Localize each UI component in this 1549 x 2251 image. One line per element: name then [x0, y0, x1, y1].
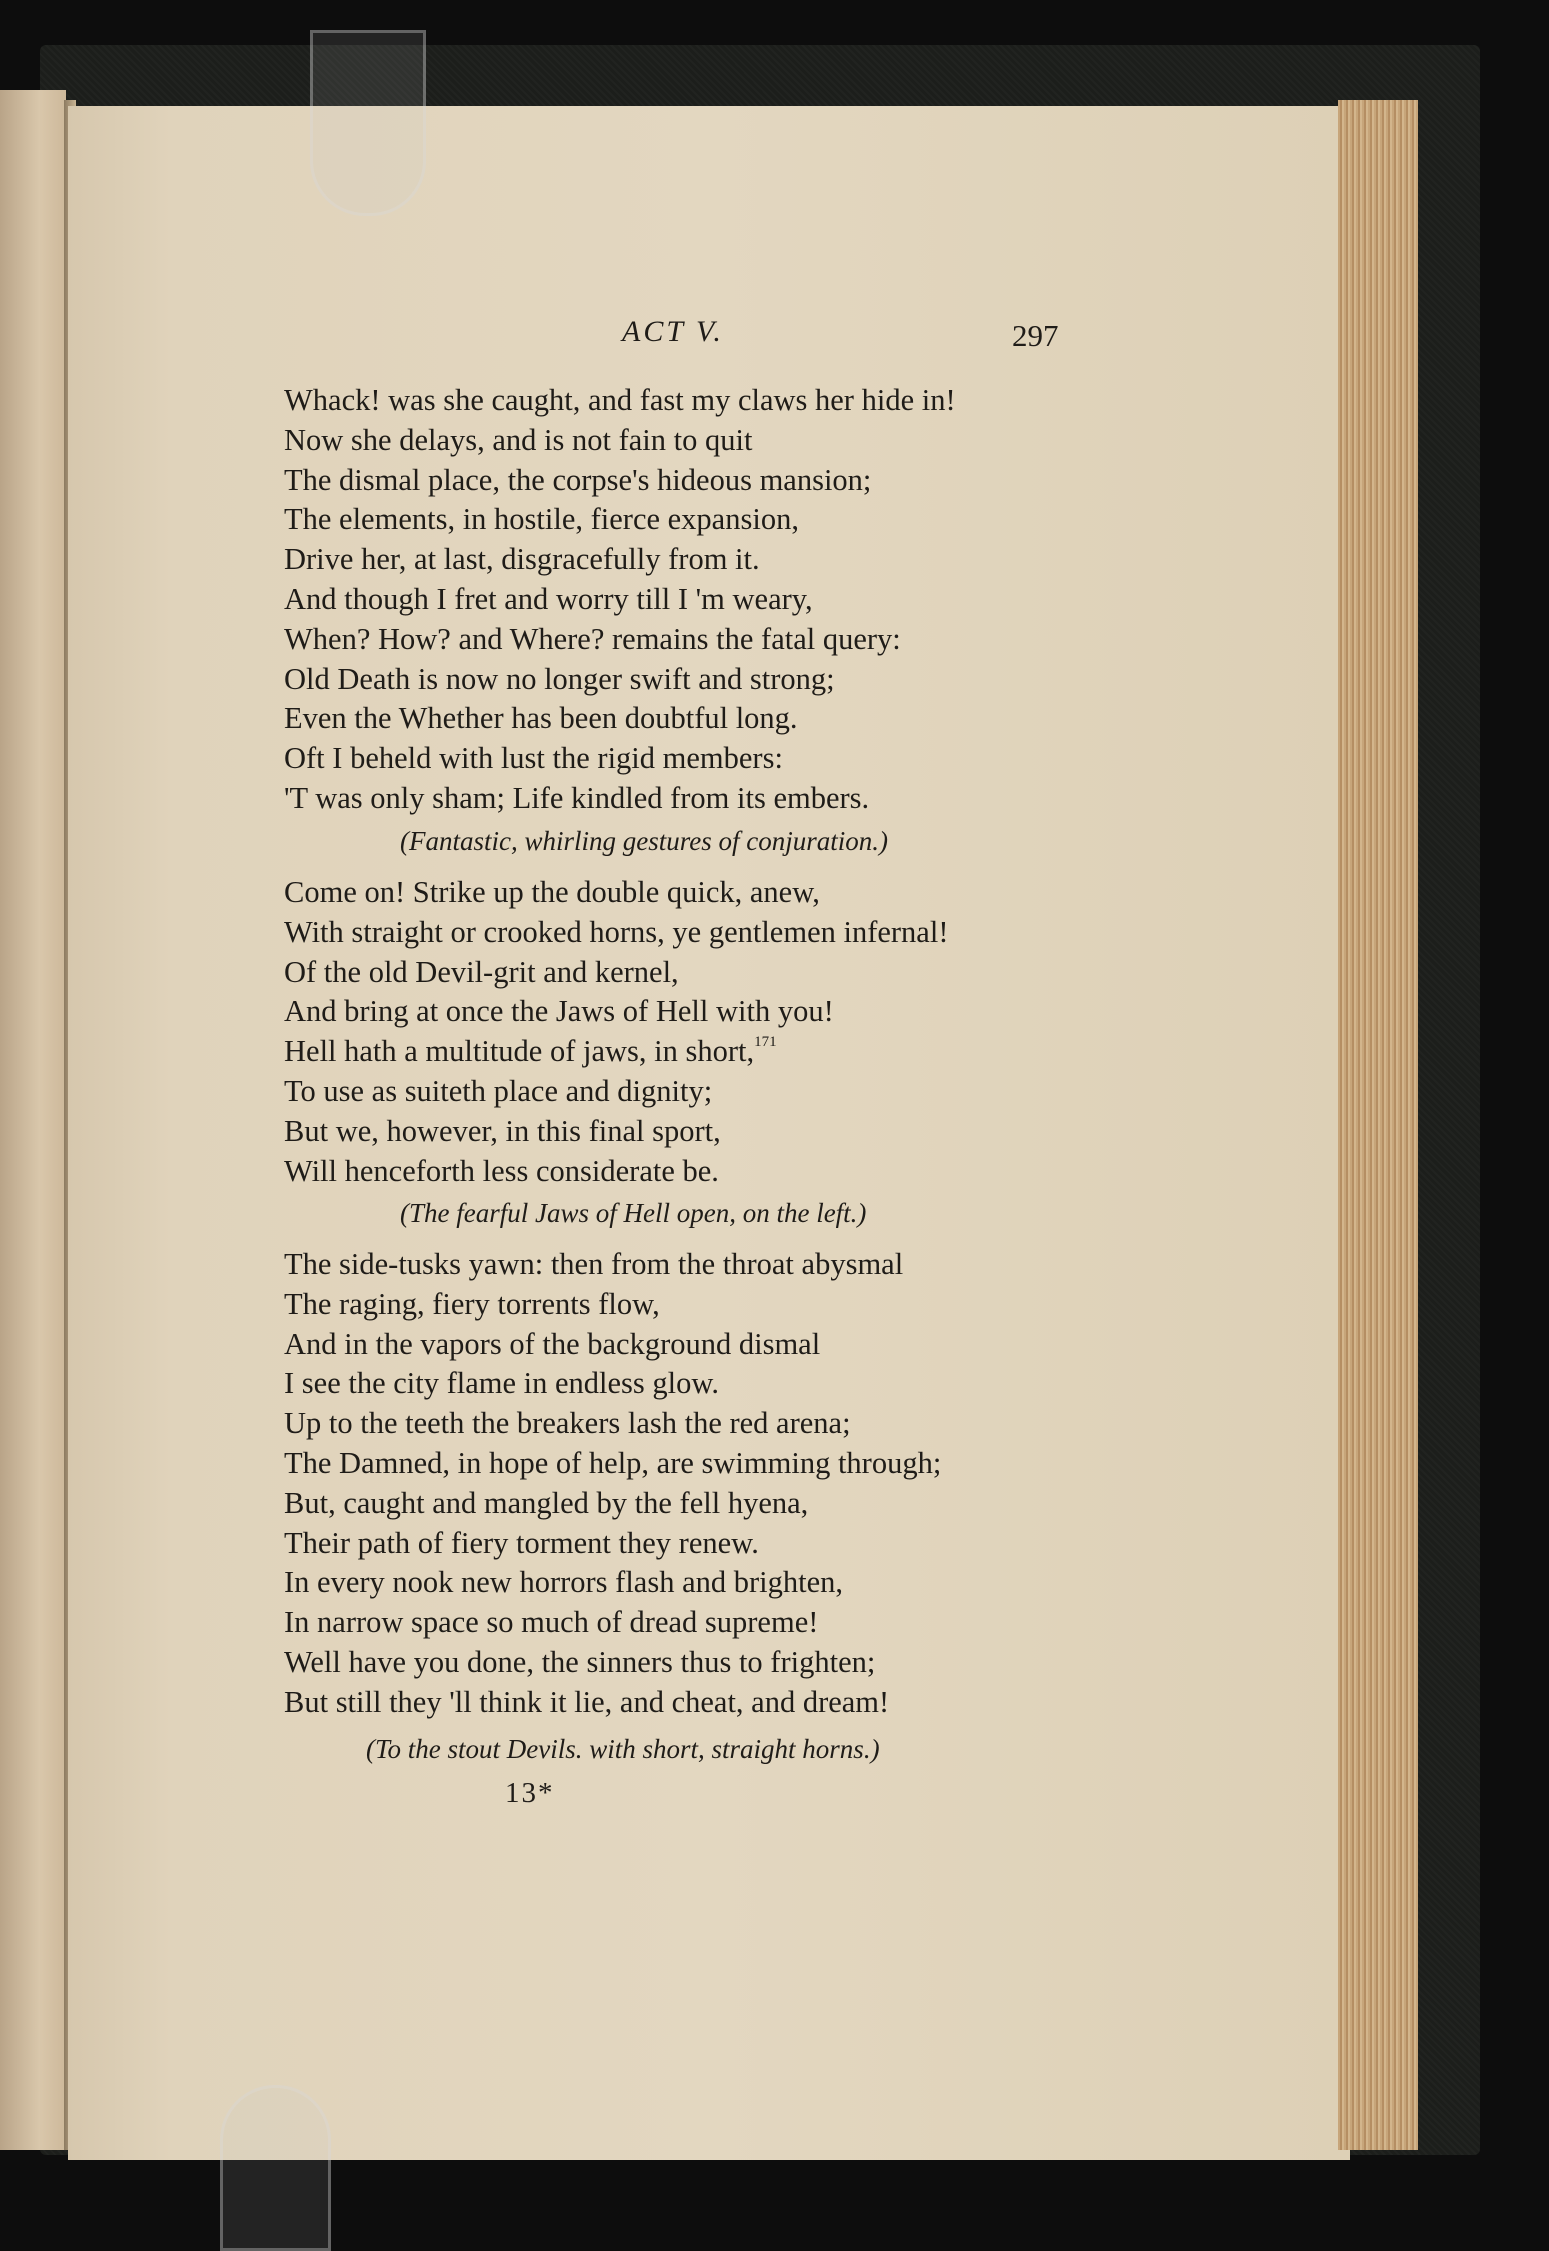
verse-line: Whack! was she caught, and fast my claws her hide in!: [284, 383, 956, 417]
verse-line: [284, 1032, 948, 1072]
verse-line: But, caught and mangled by the fell hyena,: [284, 1485, 809, 1520]
stage-direction-2: (The fearful Jaws of Hell open, on the left.): [400, 1198, 867, 1228]
verse-line: Old Death is now no longer swift and strong;: [284, 661, 835, 696]
verse-line: In every nook new horrors flash and brighten,: [284, 1565, 844, 1600]
page-edges: [1338, 100, 1418, 2150]
verse-line: But we, however, in this final sport,: [284, 1113, 721, 1148]
page-clip-bottom: [220, 2085, 331, 2251]
stage-direction-3: (To the stout Devils. with short, straight horns.): [366, 1734, 880, 1764]
page-number: 297: [1012, 318, 1059, 353]
footnote-ref: 171: [754, 1034, 777, 1051]
verse-line: And though I fret and worry till I 'm weary,: [284, 581, 813, 616]
stanza-3: [284, 1245, 941, 1723]
verse-line: The Damned, in hope of help, are swimming through;: [284, 1445, 942, 1480]
verse-line: I see the city flame in endless glow.: [284, 1366, 720, 1401]
verse-line: Up to the teeth the breakers lash the red arena;: [284, 1406, 851, 1441]
page-clip-top: [310, 30, 426, 216]
verse-line: When? How? and Where? remains the fatal query:: [284, 621, 901, 656]
verse-line: The dismal place, the corpse's hideous mansion;: [284, 462, 872, 497]
stanza-2: [284, 873, 948, 1191]
verse-line: The raging, fiery torrents flow,: [284, 1286, 660, 1321]
verse-line: Come on! Strike up the double quick, anew,: [284, 875, 820, 909]
verse-line: Will henceforth less considerate be.: [284, 1153, 719, 1188]
verse-line: And in the vapors of the background dismal: [284, 1326, 821, 1361]
left-page-edge: [0, 90, 66, 2150]
verse-line: Now she delays, and is not fain to quit: [284, 422, 753, 457]
verse-line: But still they 'll think it lie, and cheat, and dream!: [284, 1684, 890, 1719]
stanza-1: [284, 381, 956, 819]
verse-line: And bring at once the Jaws of Hell with you!: [284, 994, 834, 1029]
verse-line: The elements, in hostile, fierce expansion,: [284, 502, 799, 537]
verse-line: The side-tusks yawn: then from the throat abysmal: [284, 1247, 904, 1281]
signature-mark: 13*: [505, 1777, 555, 1809]
verse-line: Their path of fiery torment they renew.: [284, 1525, 759, 1560]
verse-line: Oft I beheld with lust the rigid members:: [284, 741, 783, 776]
verse-line: With straight or crooked horns, ye gentlemen infernal!: [284, 914, 949, 949]
verse-line: Even the Whether has been doubtful long.: [284, 701, 798, 736]
verse-line: Of the old Devil-grit and kernel,: [284, 954, 679, 989]
verse-line: Drive her, at last, disgracefully from it.: [284, 542, 760, 577]
verse-line: Well have you done, the sinners thus to frighten;: [284, 1644, 876, 1679]
verse-line: In narrow space so much of dread supreme!: [284, 1605, 819, 1640]
stage-direction-1: (Fantastic, whirling gestures of conjuration.): [400, 826, 888, 856]
running-head: ACT V.: [622, 315, 724, 348]
verse-line: To use as suiteth place and dignity;: [284, 1073, 713, 1108]
verse-line: 'T was only sham; Life kindled from its embers.: [284, 780, 870, 815]
verse-line-text: Hell hath a multitude of jaws, in short,: [284, 1034, 755, 1069]
